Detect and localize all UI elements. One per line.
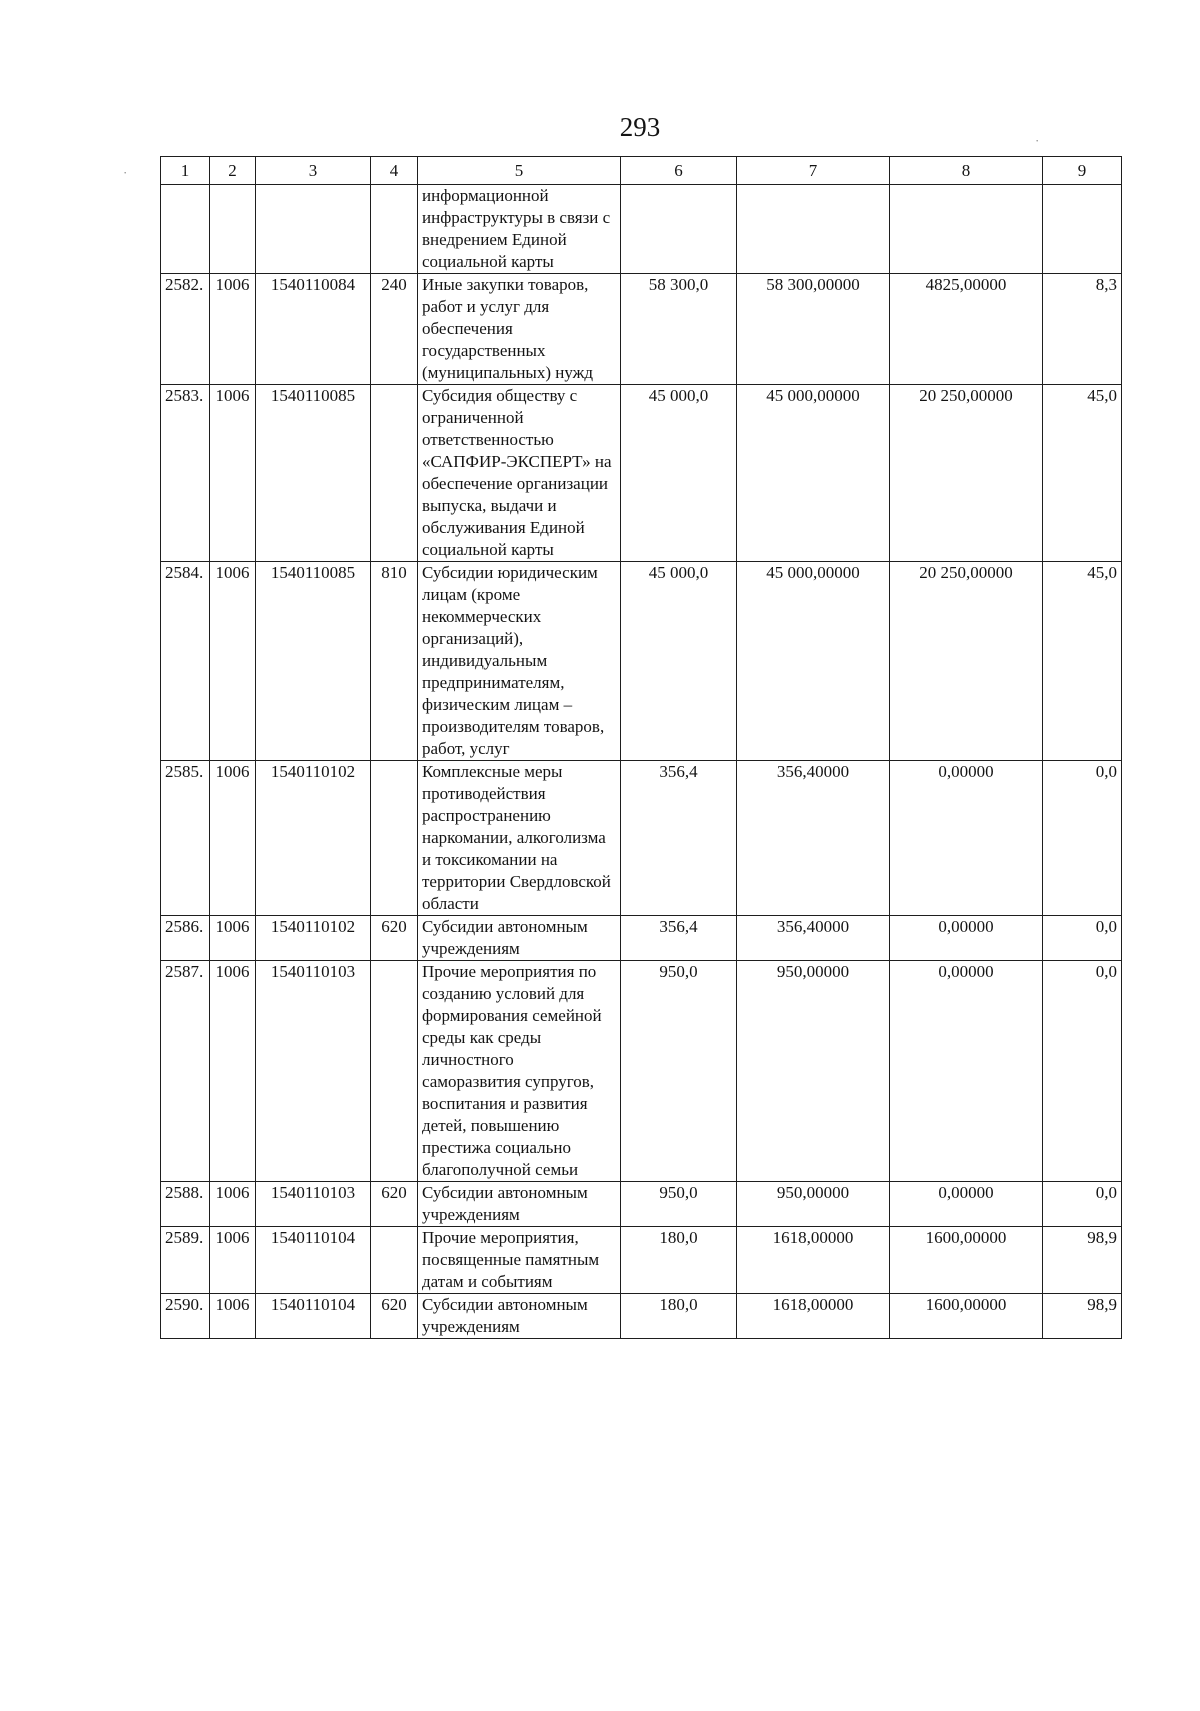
refined-amount: 45 000,00000 [737,385,890,562]
approved-amount: 950,0 [621,1182,737,1227]
execution-percent: 0,0 [1043,916,1122,961]
approved-amount: 356,4 [621,761,737,916]
executed-amount: 0,00000 [890,1182,1043,1227]
expense-type-code: 620 [371,1294,418,1339]
target-article-code: 1540110104 [256,1294,371,1339]
execution-percent: 98,9 [1043,1227,1122,1294]
execution-percent: 98,9 [1043,1294,1122,1339]
execution-percent: 0,0 [1043,961,1122,1182]
expense-type-code: 240 [371,274,418,385]
section-code: 1006 [210,1182,256,1227]
row-number: 2587. [161,961,210,1182]
col-header-8: 8 [890,157,1043,185]
approved-amount: 58 300,0 [621,274,737,385]
execution-percent: 45,0 [1043,562,1122,761]
executed-amount: 20 250,00000 [890,385,1043,562]
target-article-code: 1540110102 [256,916,371,961]
column-number-header-row [161,157,1122,185]
expense-type-code [371,761,418,916]
table-row [161,274,1122,385]
execution-percent [1043,185,1122,274]
section-code: 1006 [210,916,256,961]
execution-percent: 45,0 [1043,385,1122,562]
col-header-2: 2 [210,157,256,185]
executed-amount: 20 250,00000 [890,562,1043,761]
item-name: Субсидии автономным учреждениям [418,1182,621,1227]
target-article-code: 1540110085 [256,562,371,761]
executed-amount: 0,00000 [890,961,1043,1182]
section-code: 1006 [210,961,256,1182]
col-header-6: 6 [621,157,737,185]
refined-amount: 1618,00000 [737,1227,890,1294]
execution-percent: 0,0 [1043,1182,1122,1227]
item-name: Субсидия обществу с ограниченной ответственностью «САПФИР-ЭКСПЕРТ» на обеспечение организации выпуска, выдачи и обслуживания Единой социальной карты [418,385,621,562]
table-body [161,185,1122,1339]
expense-type-code [371,961,418,1182]
col-header-1: 1 [161,157,210,185]
item-name: Иные закупки товаров, работ и услуг для обеспечения государственных (муниципальных) нужд [418,274,621,385]
col-header-4: 4 [371,157,418,185]
target-article-code: 1540110103 [256,961,371,1182]
row-number: 2583. [161,385,210,562]
item-name: Субсидии автономным учреждениям [418,916,621,961]
col-header-9: 9 [1043,157,1122,185]
refined-amount: 356,40000 [737,761,890,916]
approved-amount: 356,4 [621,916,737,961]
target-article-code [256,185,371,274]
row-number: 2585. [161,761,210,916]
table-row [161,1182,1122,1227]
section-code: 1006 [210,562,256,761]
section-code: 1006 [210,274,256,385]
expense-type-code [371,185,418,274]
execution-percent: 0,0 [1043,761,1122,916]
approved-amount [621,185,737,274]
table-row [161,562,1122,761]
row-number: 2584. [161,562,210,761]
table-row [161,185,1122,274]
row-number: 2589. [161,1227,210,1294]
scan-speck: · [123,165,128,180]
section-code [210,185,256,274]
executed-amount: 1600,00000 [890,1294,1043,1339]
executed-amount: 0,00000 [890,916,1043,961]
approved-amount: 180,0 [621,1227,737,1294]
table-row [161,961,1122,1182]
row-number: 2582. [161,274,210,385]
table-row [161,385,1122,562]
refined-amount [737,185,890,274]
target-article-code: 1540110084 [256,274,371,385]
expense-type-code: 810 [371,562,418,761]
executed-amount [890,185,1043,274]
execution-percent: 8,3 [1043,274,1122,385]
refined-amount: 950,00000 [737,1182,890,1227]
executed-amount: 4825,00000 [890,274,1043,385]
target-article-code: 1540110102 [256,761,371,916]
approved-amount: 45 000,0 [621,562,737,761]
expense-type-code [371,385,418,562]
approved-amount: 45 000,0 [621,385,737,562]
col-header-3: 3 [256,157,371,185]
table-row [161,761,1122,916]
refined-amount: 356,40000 [737,916,890,961]
row-number: 2590. [161,1294,210,1339]
refined-amount: 58 300,00000 [737,274,890,385]
approved-amount: 180,0 [621,1294,737,1339]
refined-amount: 45 000,00000 [737,562,890,761]
executed-amount: 1600,00000 [890,1227,1043,1294]
executed-amount: 0,00000 [890,761,1043,916]
target-article-code: 1540110085 [256,385,371,562]
section-code: 1006 [210,1227,256,1294]
item-name: Комплексные меры противодействия распространению наркомании, алкоголизма и токсикомании на территории Свердловской области [418,761,621,916]
target-article-code: 1540110103 [256,1182,371,1227]
page-number: 293 [619,112,661,142]
approved-amount: 950,0 [621,961,737,1182]
item-name: информационной инфраструктуры в связи с внедрением Единой социальной карты [418,185,621,274]
budget-table [160,156,1122,1339]
row-number [161,185,210,274]
row-number: 2586. [161,916,210,961]
target-article-code: 1540110104 [256,1227,371,1294]
item-name: Прочие мероприятия, посвященные памятным датам и событиям [418,1227,621,1294]
refined-amount: 1618,00000 [737,1294,890,1339]
item-name: Субсидии автономным учреждениям [418,1294,621,1339]
table-row [161,1294,1122,1339]
col-header-7: 7 [737,157,890,185]
scan-speck: · [1035,133,1040,148]
refined-amount: 950,00000 [737,961,890,1182]
col-header-5: 5 [418,157,621,185]
table-row [161,916,1122,961]
item-name: Субсидии юридическим лицам (кроме некоммерческих организаций), индивидуальным предпринимателям, физическим лицам – производителям товаров, работ, услуг [418,562,621,761]
item-name: Прочие мероприятия по созданию условий для формирования семейной среды как среды личностного саморазвития супругов, воспитания и развития детей, повышению престижа социально благополучной семьи [418,961,621,1182]
expense-type-code: 620 [371,1182,418,1227]
section-code: 1006 [210,385,256,562]
table-row [161,1227,1122,1294]
expense-type-code [371,1227,418,1294]
expense-type-code: 620 [371,916,418,961]
row-number: 2588. [161,1182,210,1227]
section-code: 1006 [210,1294,256,1339]
section-code: 1006 [210,761,256,916]
